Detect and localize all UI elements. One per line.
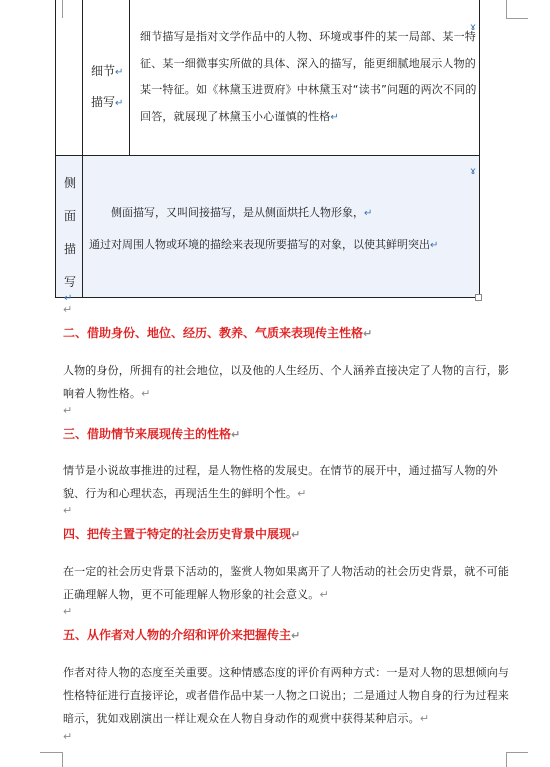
section-heading-2: 二、借助身份、地位、经历、教养、气质来表现传主性格↵ bbox=[63, 326, 373, 340]
crop-mark-top-right-v bbox=[506, 0, 507, 18]
crop-mark-bottom-right-v bbox=[506, 752, 507, 767]
crop-mark-top-right-h bbox=[506, 18, 528, 19]
description-table bbox=[55, 0, 480, 304]
section-body-5: 作者对待人物的态度至关重要。这种情感态度的评价有两种方式：一是对人物的思想倾向与性格特征进行直接评论，或者借作品中某一人物之口说出；二是通过人物自身的行为过程来暗示，犹如戏剧演出一样让观众在人物自身动作的观赏中获得某种启示。↵ bbox=[63, 666, 509, 725]
table-cell-side-text bbox=[83, 155, 480, 298]
side-label-char-1: 侧 bbox=[64, 176, 77, 190]
section-heading-5: 五、从作者对人物的介绍和评价来把握传主↵ bbox=[63, 628, 301, 642]
section-body-2: 人物的身份，所拥有的社会地位，以及他的人生经历、个人涵养直接决定了人物的言行，影响着人物性格。↵ bbox=[63, 364, 509, 400]
empty-paragraph-mark: ↵ bbox=[63, 730, 73, 743]
table-cell-detail-label bbox=[83, 0, 130, 155]
crop-mark-bottom-left-v bbox=[62, 752, 63, 767]
section-heading-3: 三、借助情节来展现传主的性格↵ bbox=[63, 427, 241, 441]
side-label-char-4: 写↵ bbox=[64, 275, 77, 304]
empty-paragraph-mark: ↵ bbox=[63, 404, 73, 417]
detail-text: 细节描写是指对文学作品中的人物、环境或事件的某一局部、某一特征、某一细微事实所做的具体、深入的描写，能更细腻地展示人物的某一特征。如《林黛玉进贾府》中林黛玉对“读书”问题的两次不同的回答，就展现了林黛玉小心谨慎的性格↵ bbox=[140, 30, 477, 123]
crop-mark-bottom-left-h bbox=[40, 752, 62, 753]
empty-paragraph-mark: ↵ bbox=[63, 303, 73, 316]
detail-label-line1: 细节↵ bbox=[91, 64, 124, 78]
detail-label-line2: 描写↵ bbox=[91, 95, 124, 109]
table-cell-blank bbox=[55, 0, 83, 155]
cell-end-mark: ɤ bbox=[470, 166, 476, 177]
side-label-char-3: 描 bbox=[64, 242, 77, 256]
crop-mark-bottom-right-h bbox=[506, 752, 528, 753]
table-cell-detail-text bbox=[130, 0, 480, 155]
side-text-line1: 侧面描写，又叫间接描写，是从侧面烘托人物形象，↵ bbox=[111, 206, 373, 219]
table-cell-side-label bbox=[55, 155, 83, 304]
empty-paragraph-mark: ↵ bbox=[63, 605, 73, 618]
cell-end-mark: ɤ bbox=[470, 22, 476, 33]
side-label-char-2: 面 bbox=[64, 209, 77, 223]
table-resize-handle[interactable] bbox=[475, 294, 482, 301]
section-heading-4: 四、把传主置于特定的社会历史背景中展现↵ bbox=[63, 527, 301, 541]
empty-paragraph-mark: ↵ bbox=[63, 504, 73, 517]
side-text-line2: 通过对周围人物或环境的描绘来表现所要描写的对象，以使其鲜明突出↵ bbox=[89, 238, 439, 251]
section-body-3: 情节是小说故事推进的过程，是人物性格的发展史。在情节的展开中，通过描写人物的外貌、行为和心理状态，再现活生生的鲜明个性。↵ bbox=[63, 464, 498, 500]
section-body-4: 在一定的社会历史背景下活动的，鉴赏人物如果离开了人物活动的社会历史背景，就不可能正确理解人物，更不可能理解人物形象的社会意义。↵ bbox=[63, 565, 509, 601]
